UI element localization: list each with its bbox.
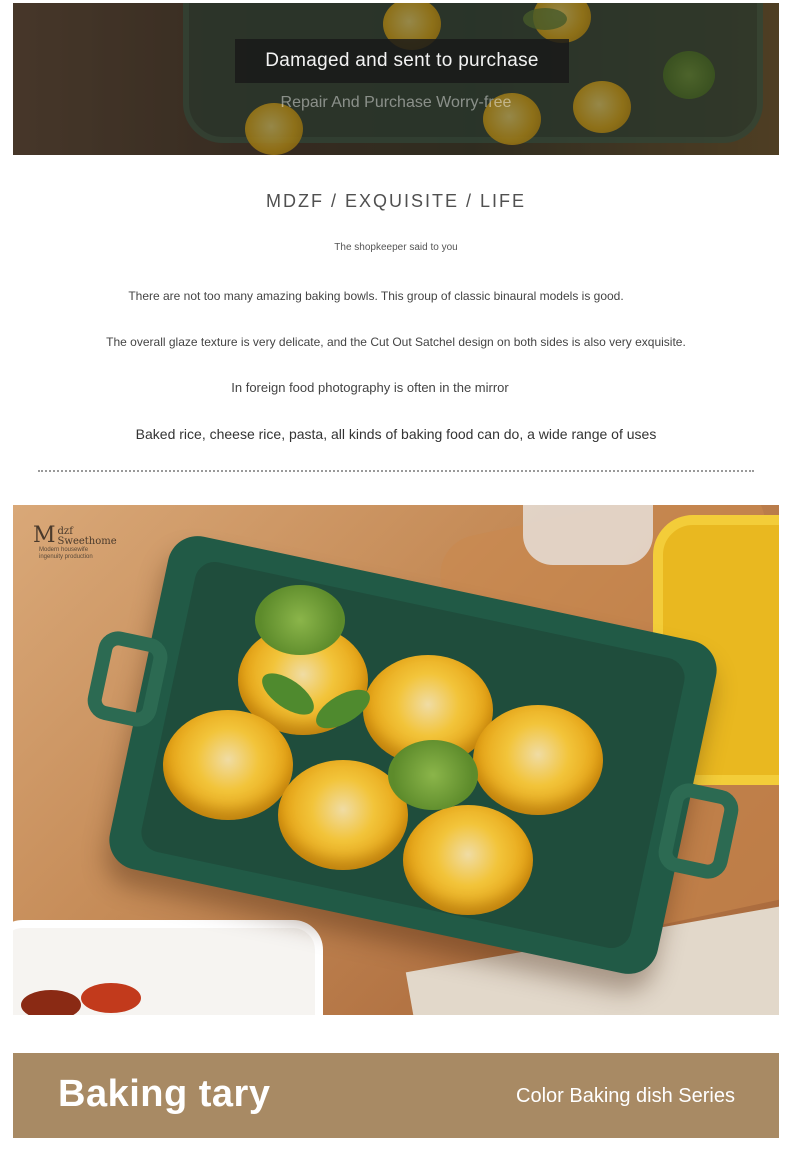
banner-title: Damaged and sent to purchase bbox=[235, 39, 569, 83]
brand-heading: MDZF / EXQUISITE / LIFE bbox=[265, 191, 527, 211]
logo-line2: ingenuity production bbox=[39, 554, 93, 560]
brand-logo bbox=[33, 525, 117, 561]
description-paragraph: The overall glaze texture is very delicate, and the Cut Out Satchel design on both sides is also very exquisite. bbox=[106, 335, 686, 349]
corn-image bbox=[403, 805, 533, 915]
white-dish-image bbox=[13, 920, 323, 1015]
series-title: Baking tary bbox=[58, 1073, 271, 1115]
series-subtitle: Color Baking dish Series bbox=[516, 1085, 735, 1107]
description-paragraph: There are not too many amazing baking bowls. This group of classic binaural models is good. bbox=[128, 289, 624, 303]
hero-banner bbox=[13, 3, 779, 155]
product-photo bbox=[13, 505, 779, 1015]
broccoli-image bbox=[255, 585, 345, 655]
dish-handle bbox=[84, 628, 171, 731]
logo-mark: M bbox=[33, 523, 56, 548]
description-paragraph: Baked rice, cheese rice, pasta, all kinds of baking food can do, a wide range of uses bbox=[135, 426, 657, 442]
corn-image bbox=[163, 710, 293, 820]
glass-image bbox=[523, 505, 653, 565]
logo-top: dzf bbox=[57, 526, 73, 537]
banner-subtitle: Repair And Purchase Worry-free bbox=[280, 94, 512, 111]
broccoli-image bbox=[388, 740, 478, 810]
logo-line1: Modern housewife bbox=[39, 547, 89, 553]
corn-image bbox=[473, 705, 603, 815]
tagline: The shopkeeper said to you bbox=[334, 242, 458, 253]
dotted-divider bbox=[38, 470, 754, 472]
series-banner bbox=[13, 1053, 779, 1138]
description-paragraph: In foreign food photography is often in the mirror bbox=[231, 380, 509, 395]
logo-name: Sweethome bbox=[57, 536, 117, 547]
